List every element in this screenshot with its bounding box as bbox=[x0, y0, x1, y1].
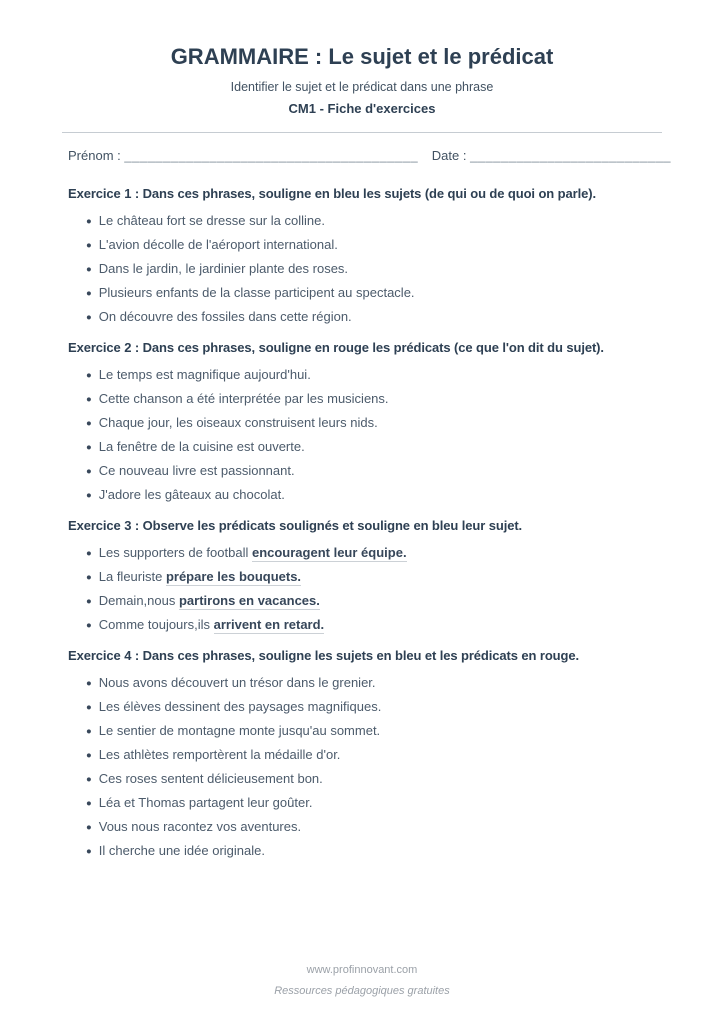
sentence-text: Les élèves dessinent des paysages magnifiques. bbox=[98, 699, 382, 714]
sentence-text: Chaque jour, les oiseaux construisent leurs nids. bbox=[98, 415, 378, 430]
sentence-item bbox=[86, 792, 656, 816]
bullet-icon: ● bbox=[86, 572, 92, 583]
sentence-text: Les supporters de football bbox=[98, 545, 252, 560]
sentence-text: Comme toujours,ils bbox=[98, 617, 214, 632]
exercise-heading: Exercice 3 : Observe les prédicats soulignés et souligne en bleu leur sujet. bbox=[68, 518, 523, 533]
worksheet-footer bbox=[0, 964, 724, 998]
sentence-text: On découvre des fossiles dans cette région. bbox=[98, 309, 352, 324]
prenom-field bbox=[68, 148, 418, 163]
sentence-item bbox=[86, 460, 656, 484]
sentence-item bbox=[86, 436, 656, 460]
sentence-item bbox=[86, 566, 656, 590]
bullet-icon: ● bbox=[86, 264, 92, 275]
bullet-icon: ● bbox=[86, 288, 92, 299]
sentence-text: Les athlètes remportèrent la médaille d'or. bbox=[98, 747, 341, 762]
bullet-icon: ● bbox=[86, 620, 92, 631]
sentence-item bbox=[86, 840, 656, 864]
exercise-list bbox=[68, 210, 656, 330]
sentence-text: Ce nouveau livre est passionnant. bbox=[98, 463, 295, 478]
predicate-underlined-text: prépare les bouquets. bbox=[165, 569, 302, 584]
sentence-text: Il cherche une idée originale. bbox=[98, 843, 265, 858]
sentence-item bbox=[86, 282, 656, 306]
bullet-icon: ● bbox=[86, 216, 92, 227]
level-line: CM1 - Fiche d'exercices bbox=[288, 101, 436, 116]
exercise-heading: Exercice 2 : Dans ces phrases, souligne en rouge les prédicats (ce que l'on dit du sujet). bbox=[68, 340, 604, 355]
exercise-heading: Exercice 4 : Dans ces phrases, souligne les sujets en bleu et les prédicats en rouge. bbox=[68, 648, 579, 663]
sentence-text: Le château fort se dresse sur la colline. bbox=[98, 213, 325, 228]
exercise-section bbox=[68, 518, 656, 638]
exercise-list bbox=[68, 364, 656, 508]
sentence-item bbox=[86, 816, 656, 840]
exercise-heading: Exercice 1 : Dans ces phrases, souligne en bleu les sujets (de qui ou de quoi on parle). bbox=[68, 186, 596, 201]
bullet-icon: ● bbox=[86, 822, 92, 833]
sentence-item bbox=[86, 614, 656, 638]
header-divider bbox=[62, 132, 662, 133]
sentence-item bbox=[86, 542, 656, 566]
exercise-list bbox=[68, 672, 656, 864]
sentence-text: Demain,nous bbox=[98, 593, 179, 608]
sentence-item bbox=[86, 720, 656, 744]
page-subtitle: Identifier le sujet et le prédicat dans une phrase bbox=[230, 80, 494, 94]
sentence-text: La fleuriste bbox=[98, 569, 166, 584]
prenom-blank-line: ______________________________________ bbox=[124, 148, 419, 163]
sentence-item bbox=[86, 234, 656, 258]
sentence-item bbox=[86, 258, 656, 282]
sentence-item bbox=[86, 388, 656, 412]
sentence-item bbox=[86, 696, 656, 720]
sentence-text: Ces roses sentent délicieusement bon. bbox=[98, 771, 323, 786]
bullet-icon: ● bbox=[86, 798, 92, 809]
bullet-icon: ● bbox=[86, 726, 92, 737]
page-title: GRAMMAIRE : Le sujet et le prédicat bbox=[170, 44, 554, 69]
predicate-underlined-text: partirons en vacances. bbox=[178, 593, 320, 608]
sentence-text: Le temps est magnifique aujourd'hui. bbox=[98, 367, 311, 382]
bullet-icon: ● bbox=[86, 442, 92, 453]
sentence-item bbox=[86, 590, 656, 614]
sentence-text: Plusieurs enfants de la classe participent au spectacle. bbox=[98, 285, 415, 300]
sentence-text: Cette chanson a été interprétée par les musiciens. bbox=[98, 391, 389, 406]
exercise-list bbox=[68, 542, 656, 638]
sentence-item bbox=[86, 306, 656, 330]
sentence-text: L'avion décolle de l'aéroport international. bbox=[98, 237, 338, 252]
worksheet-header bbox=[0, 0, 724, 116]
date-label: Date : bbox=[431, 148, 467, 163]
worksheet-body bbox=[68, 186, 656, 864]
sentence-item bbox=[86, 412, 656, 436]
bullet-icon: ● bbox=[86, 490, 92, 501]
bullet-icon: ● bbox=[86, 312, 92, 323]
sentence-text: J'adore les gâteaux au chocolat. bbox=[98, 487, 285, 502]
predicate-underlined-text: encouragent leur équipe. bbox=[251, 545, 407, 560]
exercise-section bbox=[68, 648, 656, 864]
bullet-icon: ● bbox=[86, 466, 92, 477]
prenom-label: Prénom : bbox=[68, 148, 121, 163]
name-date-row bbox=[68, 148, 672, 164]
bullet-icon: ● bbox=[86, 774, 92, 785]
sentence-item bbox=[86, 484, 656, 508]
sentence-text: La fenêtre de la cuisine est ouverte. bbox=[98, 439, 305, 454]
bullet-icon: ● bbox=[86, 548, 92, 559]
sentence-item bbox=[86, 744, 656, 768]
sentence-text: Dans le jardin, le jardinier plante des roses. bbox=[98, 261, 349, 276]
bullet-icon: ● bbox=[86, 750, 92, 761]
sentence-text: Le sentier de montagne monte jusqu'au sommet. bbox=[98, 723, 381, 738]
sentence-text: Vous nous racontez vos aventures. bbox=[98, 819, 302, 834]
bullet-icon: ● bbox=[86, 240, 92, 251]
date-field bbox=[432, 148, 671, 163]
bullet-icon: ● bbox=[86, 846, 92, 857]
sentence-text: Nous avons découvert un trésor dans le grenier. bbox=[98, 675, 376, 690]
footer-tagline: Ressources pédagogiques gratuites bbox=[274, 985, 450, 997]
bullet-icon: ● bbox=[86, 678, 92, 689]
exercise-section bbox=[68, 340, 656, 508]
bullet-icon: ● bbox=[86, 702, 92, 713]
bullet-icon: ● bbox=[86, 370, 92, 381]
sentence-item bbox=[86, 210, 656, 234]
sentence-text: Léa et Thomas partagent leur goûter. bbox=[98, 795, 313, 810]
sentence-item bbox=[86, 768, 656, 792]
date-blank-line: __________________________ bbox=[470, 148, 672, 163]
predicate-underlined-text: arrivent en retard. bbox=[213, 617, 325, 632]
sentence-item bbox=[86, 364, 656, 388]
bullet-icon: ● bbox=[86, 596, 92, 607]
bullet-icon: ● bbox=[86, 394, 92, 405]
bullet-icon: ● bbox=[86, 418, 92, 429]
footer-website-link: www.profinnovant.com bbox=[306, 964, 418, 976]
exercise-section bbox=[68, 186, 656, 330]
sentence-item bbox=[86, 672, 656, 696]
